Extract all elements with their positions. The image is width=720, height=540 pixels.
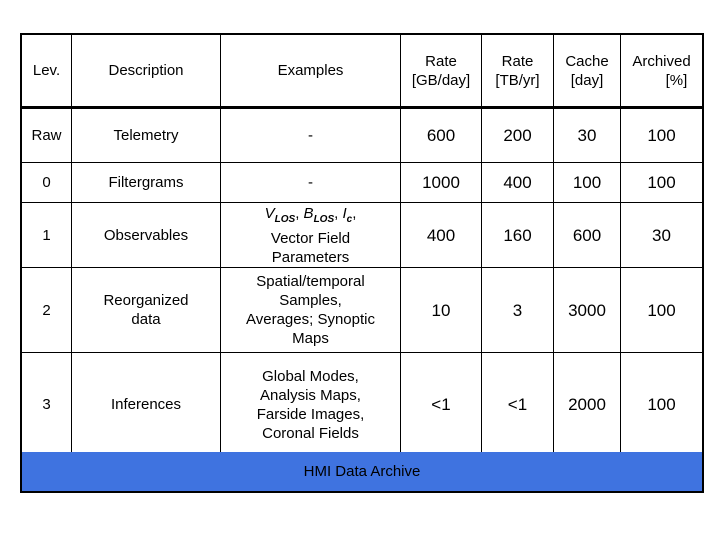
- archive-footer-banner: [22, 452, 702, 491]
- row-3-rate-gb: <1: [431, 395, 451, 414]
- header-rate-gb: Rate [GB/day]: [411, 52, 471, 89]
- row-0-cache: 100: [572, 173, 602, 192]
- row-0-archived: 100: [647, 173, 676, 192]
- row-1-cache: 600: [572, 225, 602, 245]
- row-1-examples: $V_{LOS}$, $B_{LOS}$, $I_c$, Vector Field Parameters: [264, 204, 357, 266]
- row-raw-examples: -: [308, 127, 313, 144]
- row-raw-description: Telemetry: [113, 127, 179, 144]
- row-raw-rate-tb: 200: [503, 126, 532, 145]
- row-0-examples: -: [308, 174, 313, 191]
- row-3-cache: 2000: [568, 395, 606, 414]
- row-raw-archived: 100: [647, 126, 676, 145]
- row-2-lev: 2: [42, 301, 51, 319]
- row-2-rate-tb: 3: [512, 300, 523, 320]
- data-archive-table: [20, 33, 704, 493]
- header-examples: Examples: [277, 62, 344, 79]
- header-archived: Archived [%]: [632, 52, 691, 89]
- row-raw-lev: Raw: [31, 127, 62, 144]
- row-3-examples: Global Modes, Analysis Maps, Farside Images, Coronal Fields: [256, 367, 365, 442]
- row-2-rate-gb: 10: [431, 300, 451, 320]
- header-description: Description: [108, 62, 184, 79]
- row-1-description: Observables: [103, 226, 189, 244]
- row-0-rate-gb: 1000: [422, 173, 460, 192]
- row-2-archived: 100: [647, 300, 676, 320]
- row-2-examples: Spatial/temporal Samples, Averages; Synoptic Maps: [246, 273, 375, 347]
- row-1-rate-gb: 400: [426, 225, 456, 245]
- archive-footer-label: HMI Data Archive: [303, 463, 421, 480]
- header-cache: Cache [day]: [565, 52, 609, 89]
- row-0-lev: 0: [42, 174, 51, 191]
- row-3-rate-tb: <1: [507, 395, 528, 414]
- row-raw-rate-gb: 600: [426, 126, 456, 145]
- row-0-rate-tb: 400: [503, 173, 532, 192]
- row-2-cache: 3000: [568, 300, 606, 320]
- observable-symbols: $V_{LOS}$, $B_{LOS}$, $I_c$,: [264, 204, 357, 225]
- row-1-lev: 1: [42, 226, 51, 244]
- row-3-description: Inferences: [110, 396, 182, 413]
- header-rate-tb: Rate [TB/yr]: [495, 52, 540, 89]
- row-0-description: Filtergrams: [108, 174, 184, 191]
- row-1-archived: 30: [652, 225, 671, 245]
- row-2-description: Reorganized data: [103, 292, 189, 328]
- row-3-lev: 3: [42, 396, 51, 413]
- row-3-archived: 100: [647, 395, 676, 414]
- row-1-rate-tb: 160: [503, 225, 532, 245]
- row-raw-cache: 30: [577, 126, 597, 145]
- header-lev: Lev.: [32, 62, 61, 79]
